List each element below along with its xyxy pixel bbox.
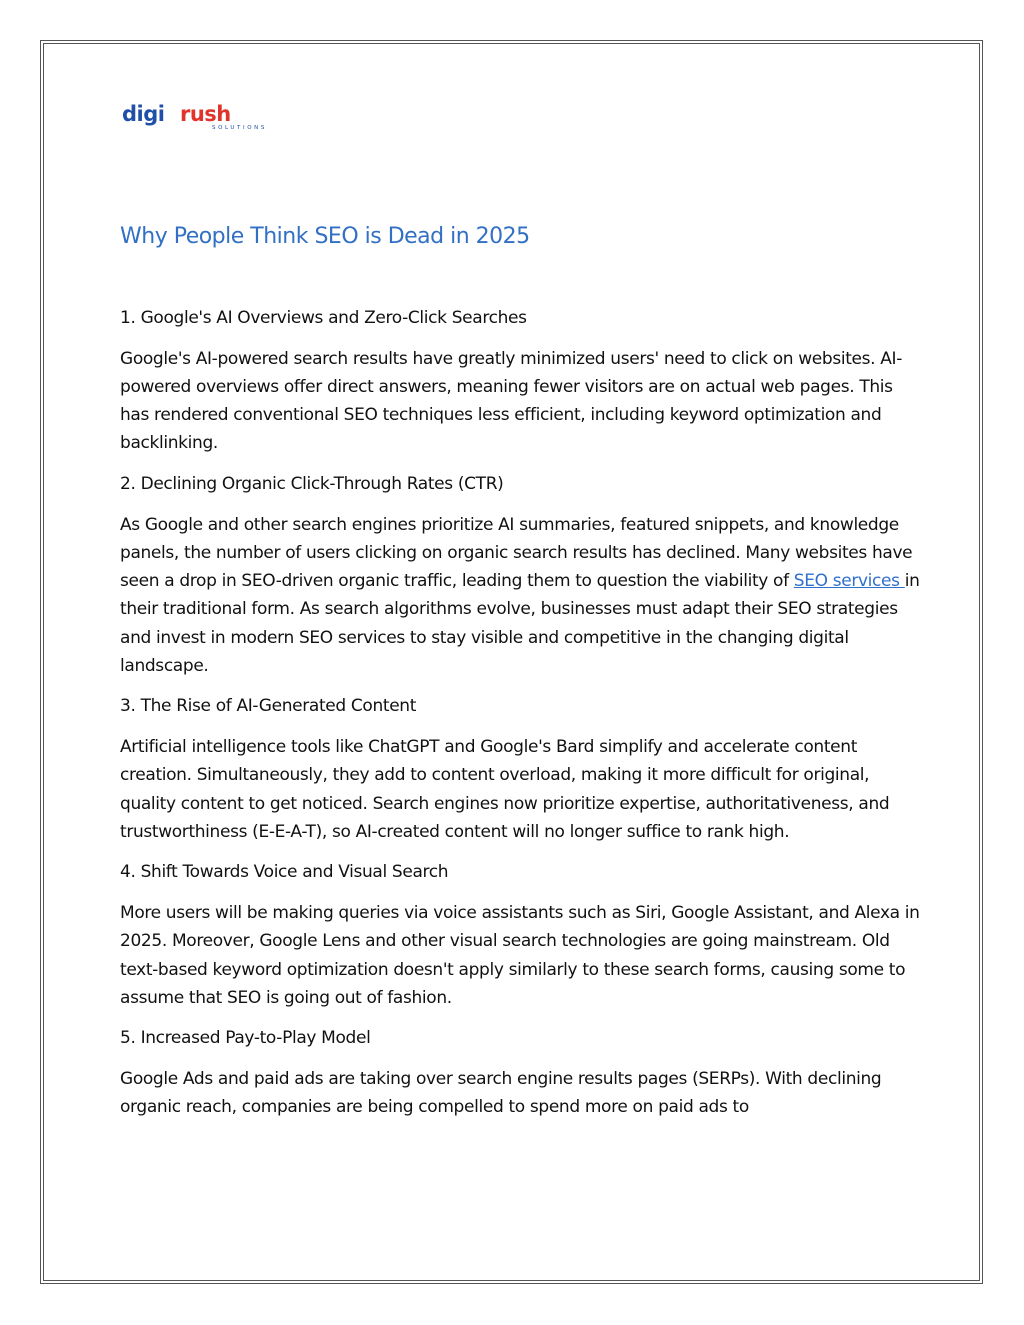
- section-body: More users will be making queries via voice assistants such as Siri, Google Assistant, and Alexa in 2025. Moreover, Google Lens and other visual search technologies are going mainstream. Old text-based keyword optimization doesn't apply similarly to these search forms, causing some to assume that SEO is going out of fashion.: [120, 903, 920, 1008]
- section-body: Google Ads and paid ads are taking over search engine results pages (SERPs). With declining organic reach, companies are being compelled to spend more on paid ads to: [120, 1069, 882, 1118]
- body-text: in their traditional form. As search algorithms evolve, businesses must adapt their SEO strategies and invest in modern SEO services to stay visible and competitive in the changing digital landscape.: [120, 571, 920, 676]
- body-text: As Google and other search engines prioritize AI summaries, featured snippets, and knowledge panels, the number of users clicking on organic search results has declined. Many websites have seen a drop in SEO-driven organic traffic, leading them to question the viability of: [120, 514, 913, 592]
- page-title: Why People Think SEO is Dead in 2025: [120, 224, 530, 249]
- section-heading: 5. Increased Pay-to-Play Model: [120, 1028, 371, 1049]
- article-body: [120, 304, 920, 1134]
- section-body: [120, 511, 920, 680]
- section-heading: 4. Shift Towards Voice and Visual Search: [120, 862, 449, 883]
- svg-text:digi: digi: [122, 103, 165, 126]
- section-heading: 1. Google's AI Overviews and Zero-Click Searches: [120, 308, 527, 328]
- section-body: Google's AI-powered search results have greatly minimized users' need to click on websites. AI-powered overviews offer direct answers, meaning fewer visitors are on actual web pages. This has rendered conventional SEO techniques less efficient, including keyword optimization and backlinking.: [120, 348, 902, 454]
- svg-text:rush: rush: [180, 103, 231, 126]
- section-heading: 2. Declining Organic Click-Through Rates (CTR): [120, 474, 504, 495]
- section-heading: 3. The Rise of AI-Generated Content: [120, 696, 417, 717]
- seo-services-link[interactable]: SEO services: [793, 571, 905, 592]
- svg-text:SOLUTIONS: SOLUTIONS: [212, 125, 267, 131]
- section-body: Artificial intelligence tools like ChatGPT and Google's Bard simplify and accelerate content creation. Simultaneously, they add to content overload, making it more difficult for original, quality content to get noticed. Search engines now prioritize expertise, authoritativeness, and trustworthiness (E-E-A-T), so AI-created content will no longer suffice to rank high.: [120, 737, 890, 842]
- digirush-logo: [122, 103, 287, 131]
